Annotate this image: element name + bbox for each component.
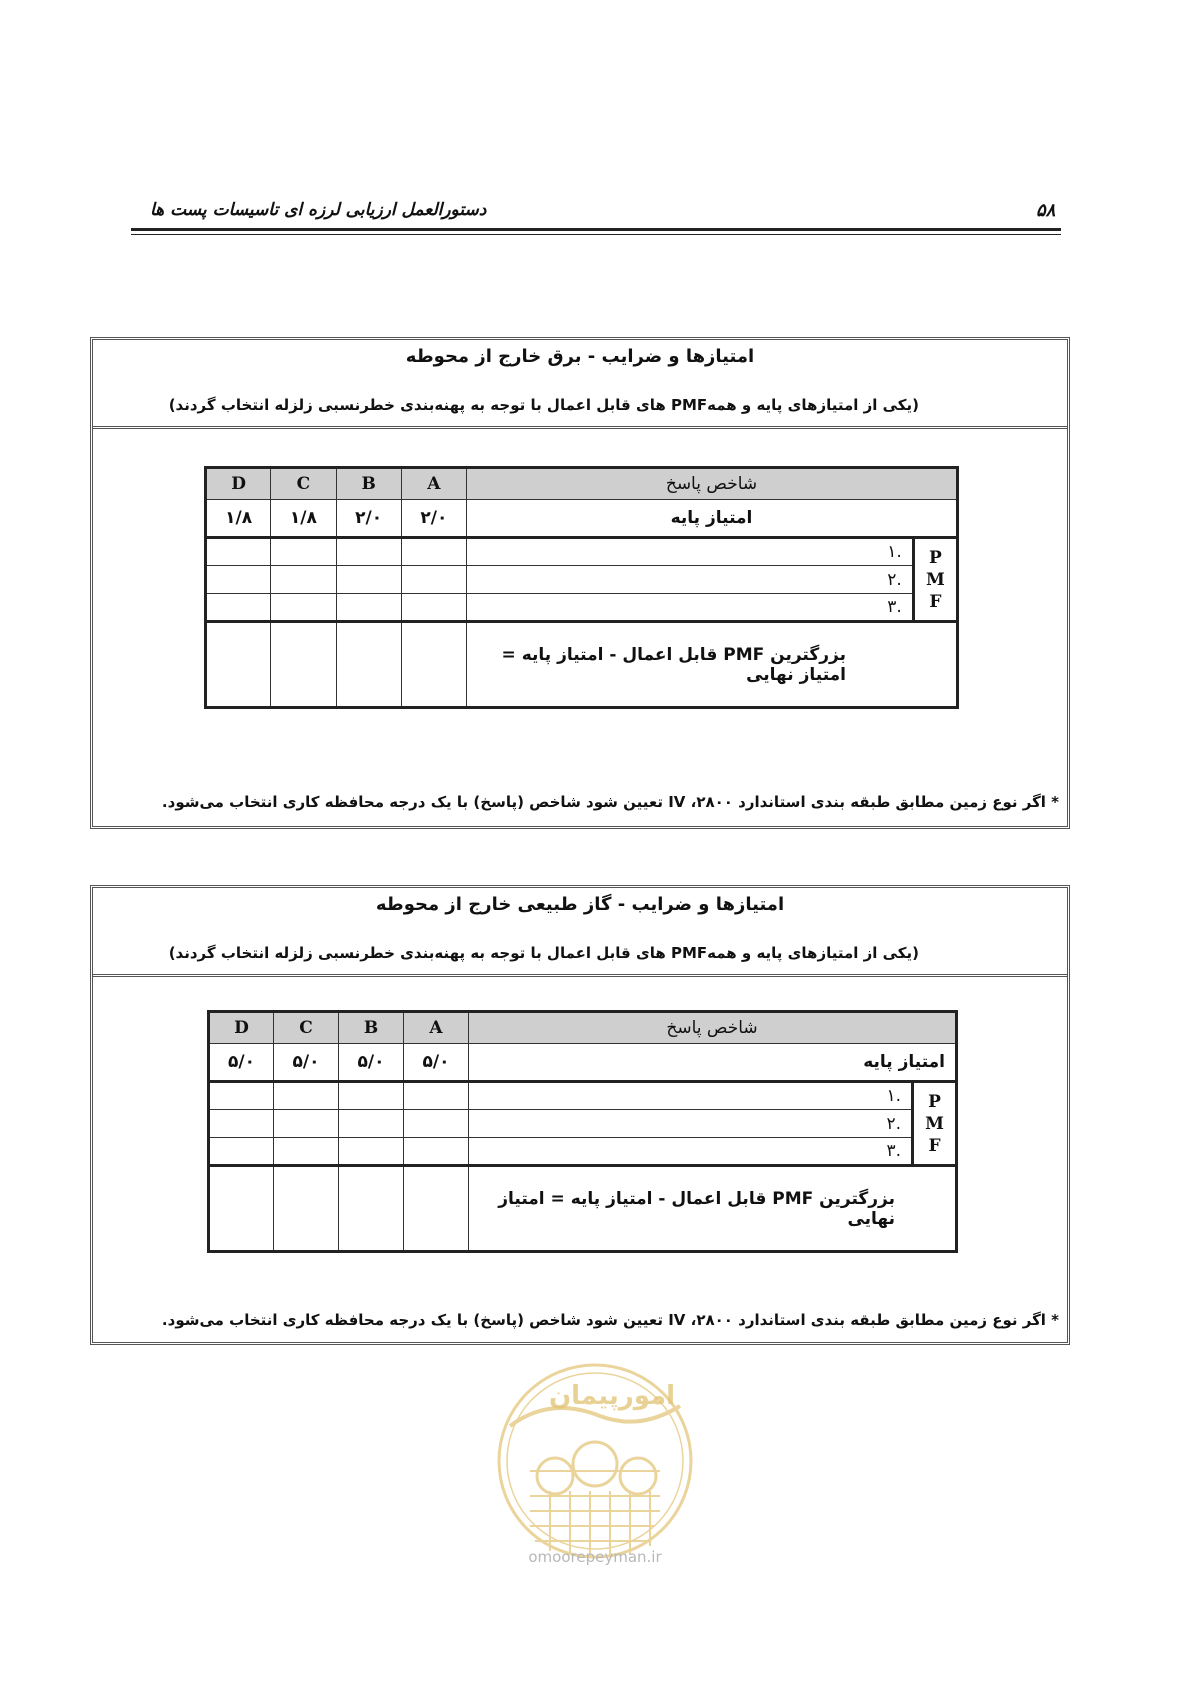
grade-header-b: B [339, 1012, 404, 1044]
running-title: دستورالعمل ارزیابی لرزه ای تاسیسات پست ها [150, 200, 487, 220]
base-score-label: امتیاز پایه [469, 1044, 957, 1082]
pmf-cell [209, 1082, 274, 1110]
section-title: امتیازها و ضرایب - گاز طبیعی خارج از محوطه [375, 894, 785, 915]
pmf-item-number: .۳ [467, 594, 914, 622]
base-value-b: ۲/۰ [336, 500, 401, 538]
pmf-cell [209, 1110, 274, 1138]
pmf-row [209, 1082, 957, 1110]
base-score-row [209, 1044, 957, 1082]
pmf-cell [404, 1138, 469, 1166]
grade-header-b: B [336, 468, 401, 500]
pmf-cell [336, 566, 401, 594]
pmf-cell [336, 538, 401, 566]
section-box-electricity [90, 337, 1070, 829]
response-header: شاخص پاسخ [469, 1012, 957, 1044]
section-subtitle: (یکی از امتیازهای پایه و همهPMF های قابل اعمال با توجه به پهنه‌بندی خطرنسبی زلزله انتخاب گردند) [168, 396, 919, 414]
final-score-row [206, 622, 958, 708]
table-header-row [209, 1012, 957, 1044]
score-table [204, 466, 959, 709]
pmf-cell [274, 1082, 339, 1110]
watermark-site: omoorepeyman.ir [528, 1548, 662, 1566]
grade-header-c: C [271, 468, 336, 500]
pmf-letter: F [928, 1135, 941, 1156]
final-score-row [209, 1166, 957, 1252]
section-header [93, 340, 1067, 429]
page-number: ۵۸ [1036, 200, 1056, 221]
pmf-row [209, 1138, 957, 1166]
final-cell [209, 1166, 274, 1252]
pmf-cell [271, 538, 336, 566]
final-cell [274, 1166, 339, 1252]
pmf-cell [401, 538, 466, 566]
grade-header-d: D [209, 1012, 274, 1044]
pmf-cell [271, 594, 336, 622]
watermark-logo-text: امورپیمان [548, 1381, 676, 1411]
pmf-cell [339, 1110, 404, 1138]
final-cell [339, 1166, 404, 1252]
base-value-c: ۵/۰ [274, 1044, 339, 1082]
final-cell [404, 1166, 469, 1252]
pmf-cell [401, 566, 466, 594]
pmf-letter: M [925, 1113, 944, 1134]
grade-header-a: A [401, 468, 466, 500]
section-box-natural-gas [90, 885, 1070, 1345]
pmf-item-number: .۲ [469, 1110, 913, 1138]
table-header-row [206, 468, 958, 500]
pmf-item-number: .۲ [467, 566, 914, 594]
pmf-cell [339, 1082, 404, 1110]
pmf-cell [206, 538, 271, 566]
pmf-cell [209, 1138, 274, 1166]
response-header: شاخص پاسخ [467, 468, 958, 500]
pmf-cell [404, 1110, 469, 1138]
base-value-b: ۵/۰ [339, 1044, 404, 1082]
pmf-cell [404, 1082, 469, 1110]
final-score-formula: بزرگترین PMF قابل اعمال - امتیاز پایه = امتیاز نهایی [467, 622, 958, 708]
section-title: امتیازها و ضرایب - برق خارج از محوطه [405, 346, 755, 367]
pmf-row [206, 566, 958, 594]
base-value-c: ۱/۸ [271, 500, 336, 538]
final-cell [401, 622, 466, 708]
base-value-d: ۵/۰ [209, 1044, 274, 1082]
pmf-cell [401, 594, 466, 622]
pmf-cell [274, 1138, 339, 1166]
pmf-cell [206, 566, 271, 594]
pmf-item-number: .۱ [467, 538, 914, 566]
pmf-letter: P [928, 547, 942, 568]
final-cell [271, 622, 336, 708]
final-cell [336, 622, 401, 708]
section-body [93, 977, 1067, 1342]
header-rule-thin [131, 234, 1061, 235]
pmf-cell [206, 594, 271, 622]
grade-header-a: A [404, 1012, 469, 1044]
pmf-item-number: .۳ [469, 1138, 913, 1166]
pmf-item-number: .۱ [469, 1082, 913, 1110]
footnote: * اگر نوع زمین مطابق طبقه بندی استاندارد ۲۸۰۰، IV تعیین شود شاخص (پاسخ) با یک درجه محافظه کاری انتخاب می‌شود. [161, 1311, 1059, 1329]
watermark-logo [490, 1356, 700, 1566]
grade-header-d: D [206, 468, 271, 500]
base-score-label: امتیاز پایه [467, 500, 958, 538]
pmf-letter: P [928, 1091, 941, 1112]
final-score-formula: بزرگترین PMF قابل اعمال - امتیاز پایه = امتیاز نهایی [469, 1166, 957, 1252]
pmf-cell [271, 566, 336, 594]
section-subtitle: (یکی از امتیازهای پایه و همهPMF های قابل اعمال با توجه به پهنه‌بندی خطرنسبی زلزله انتخاب گردند) [168, 944, 919, 962]
score-table [207, 1010, 958, 1253]
pmf-label [913, 1082, 957, 1166]
final-cell [206, 622, 271, 708]
pmf-letter: M [925, 569, 945, 590]
base-value-a: ۲/۰ [401, 500, 466, 538]
section-header [93, 888, 1067, 977]
pmf-row [209, 1110, 957, 1138]
section-body [93, 429, 1067, 826]
pmf-cell [336, 594, 401, 622]
pmf-label [913, 538, 957, 622]
pmf-row [206, 594, 958, 622]
pmf-cell [339, 1138, 404, 1166]
pmf-letter: F [929, 591, 942, 612]
pmf-row [206, 538, 958, 566]
base-value-a: ۵/۰ [404, 1044, 469, 1082]
base-value-d: ۱/۸ [206, 500, 271, 538]
grade-header-c: C [274, 1012, 339, 1044]
pmf-cell [274, 1110, 339, 1138]
base-score-row [206, 500, 958, 538]
footnote: * اگر نوع زمین مطابق طبقه بندی استاندارد ۲۸۰۰، IV تعیین شود شاخص (پاسخ) با یک درجه محافظه کاری انتخاب می‌شود. [161, 793, 1059, 811]
header-rule [131, 228, 1061, 231]
